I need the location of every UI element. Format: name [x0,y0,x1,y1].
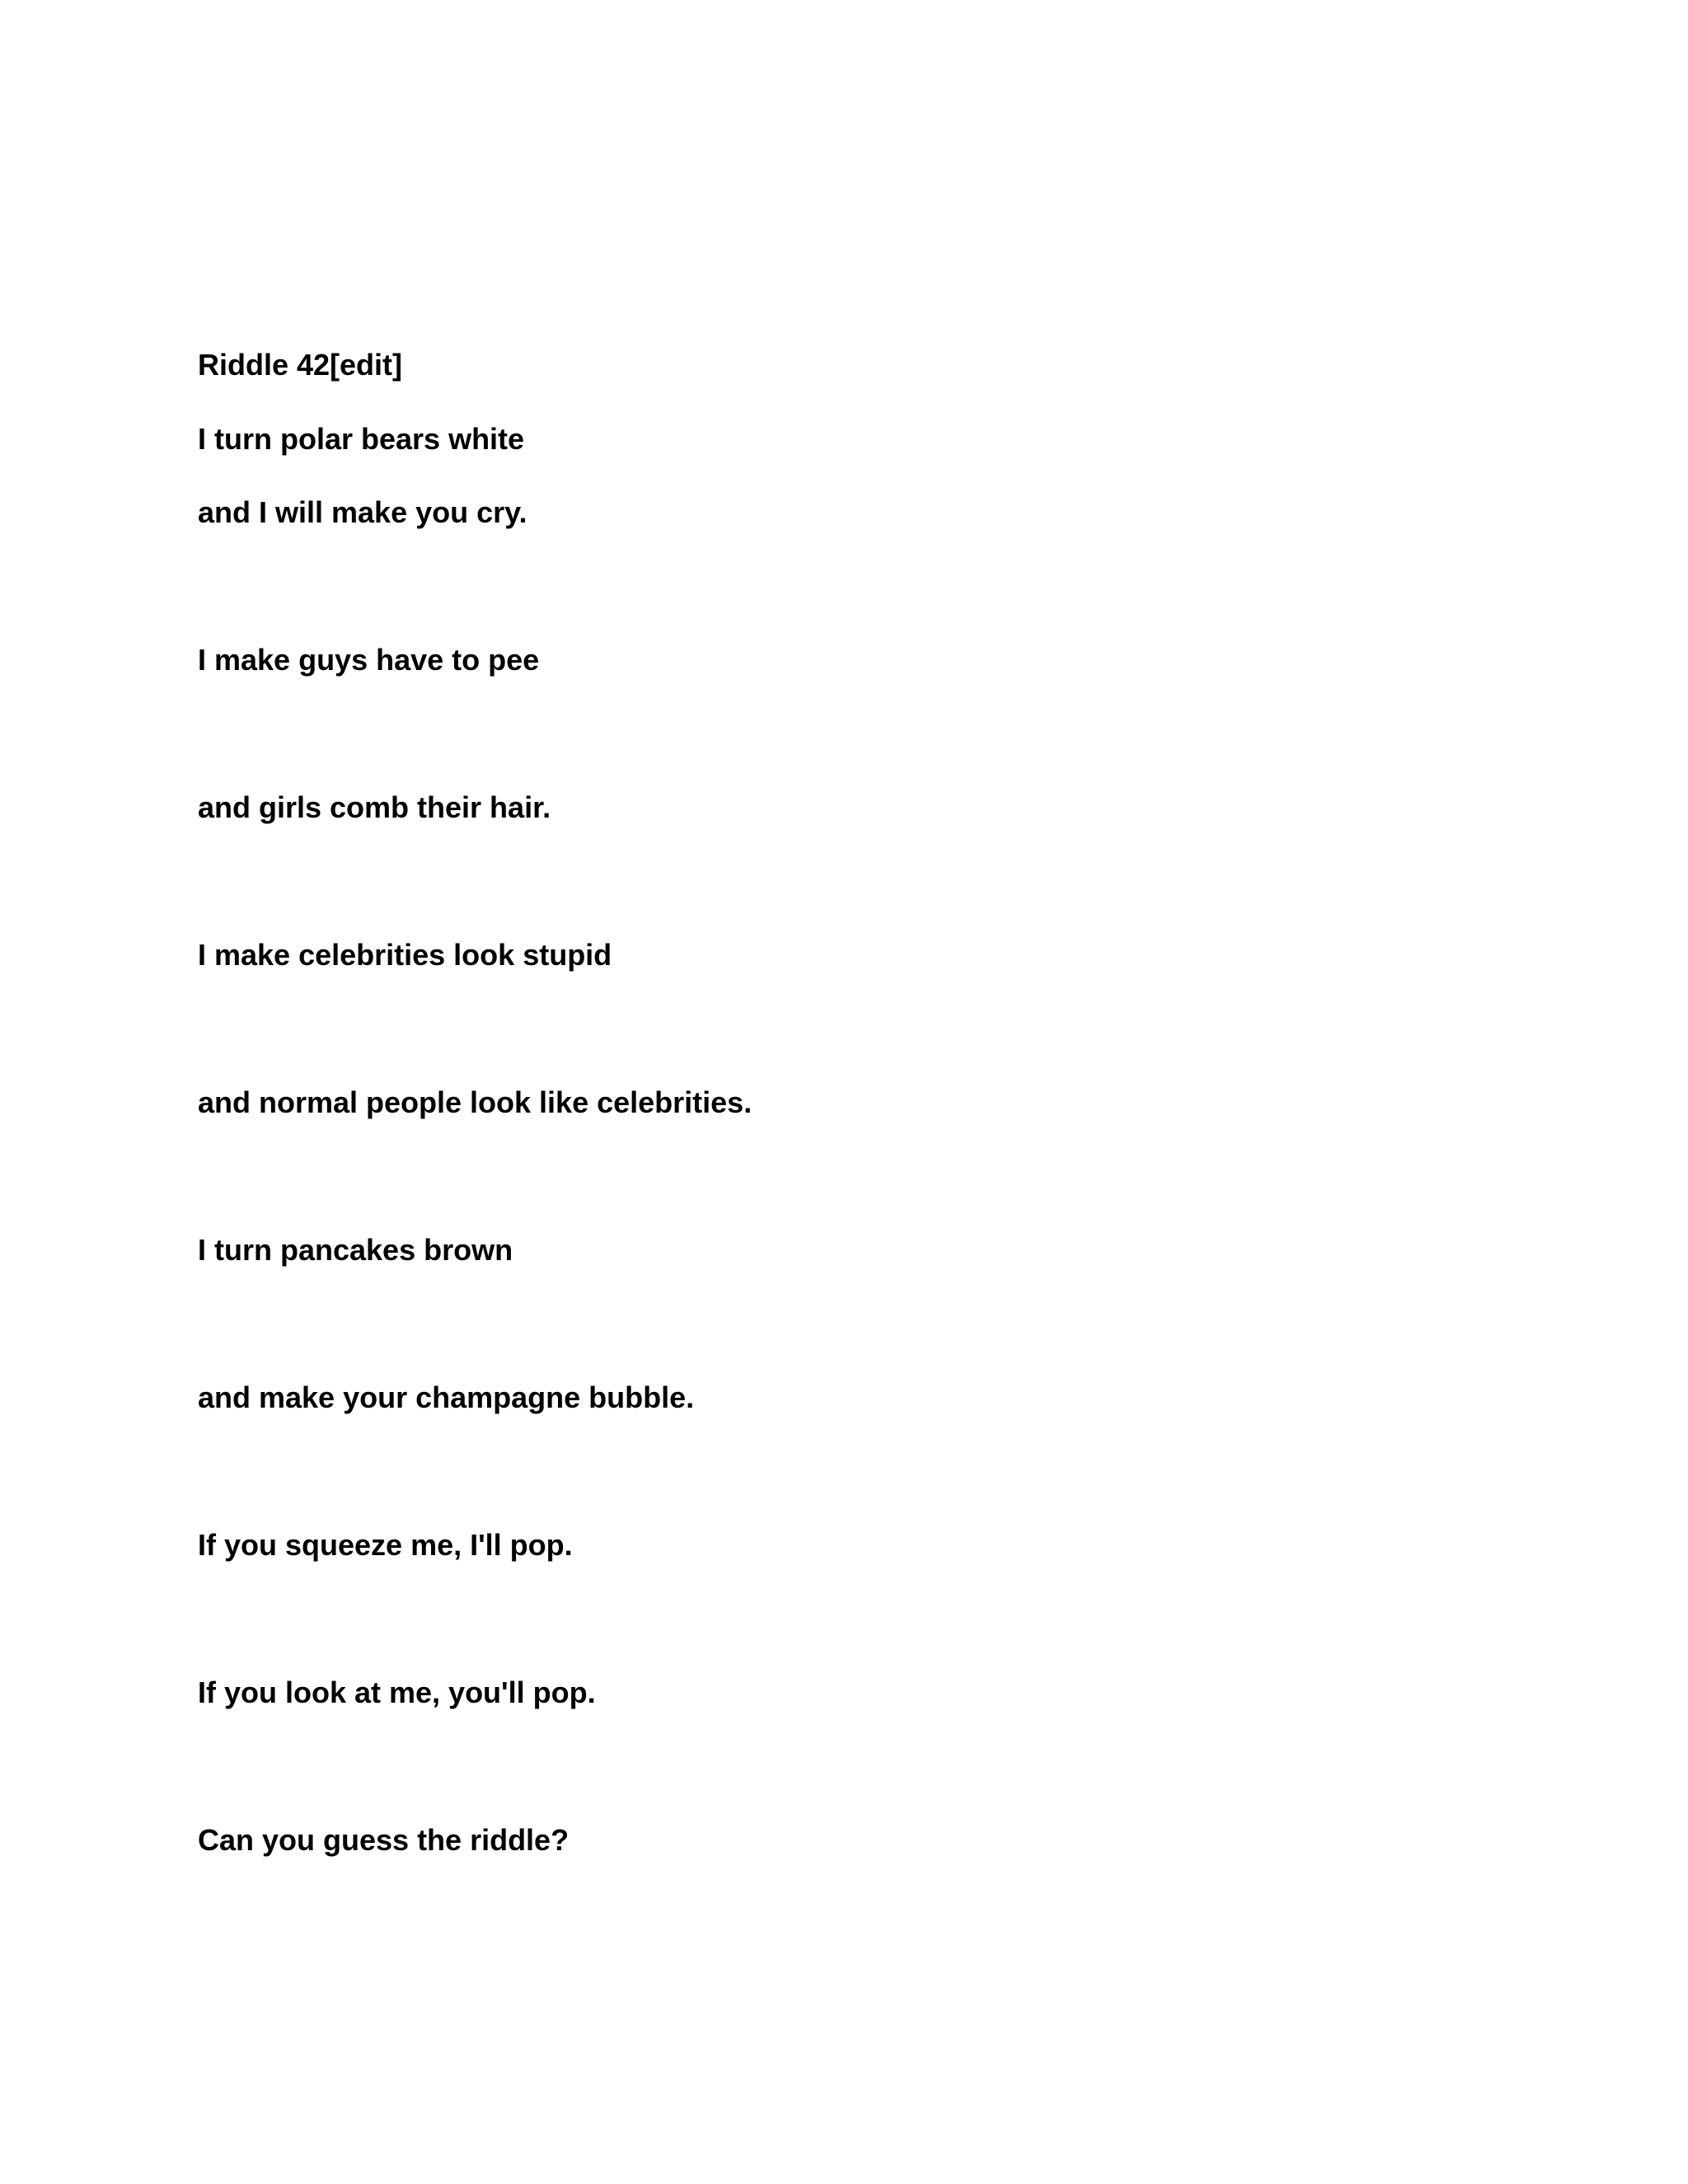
riddle-line: and normal people look like celebrities. [198,1085,753,1119]
riddle-line: and I will make you cry. [198,495,528,529]
riddle-line: I turn polar bears white [198,422,525,456]
riddle-question: Can you guess the riddle? [198,1823,570,1857]
riddle-line: and girls comb their hair. [198,790,551,824]
riddle-line: I make guys have to pee [198,643,540,677]
riddle-line: I make celebrities look stupid [198,938,612,972]
riddle-line: If you squeeze me, I'll pop. [198,1528,573,1562]
riddle-line: and make your champagne bubble. [198,1380,695,1414]
riddle-heading: Riddle 42[edit] [198,348,403,382]
riddle-line: I turn pancakes brown [198,1233,513,1267]
riddle-line: If you look at me, you'll pop. [198,1675,596,1709]
